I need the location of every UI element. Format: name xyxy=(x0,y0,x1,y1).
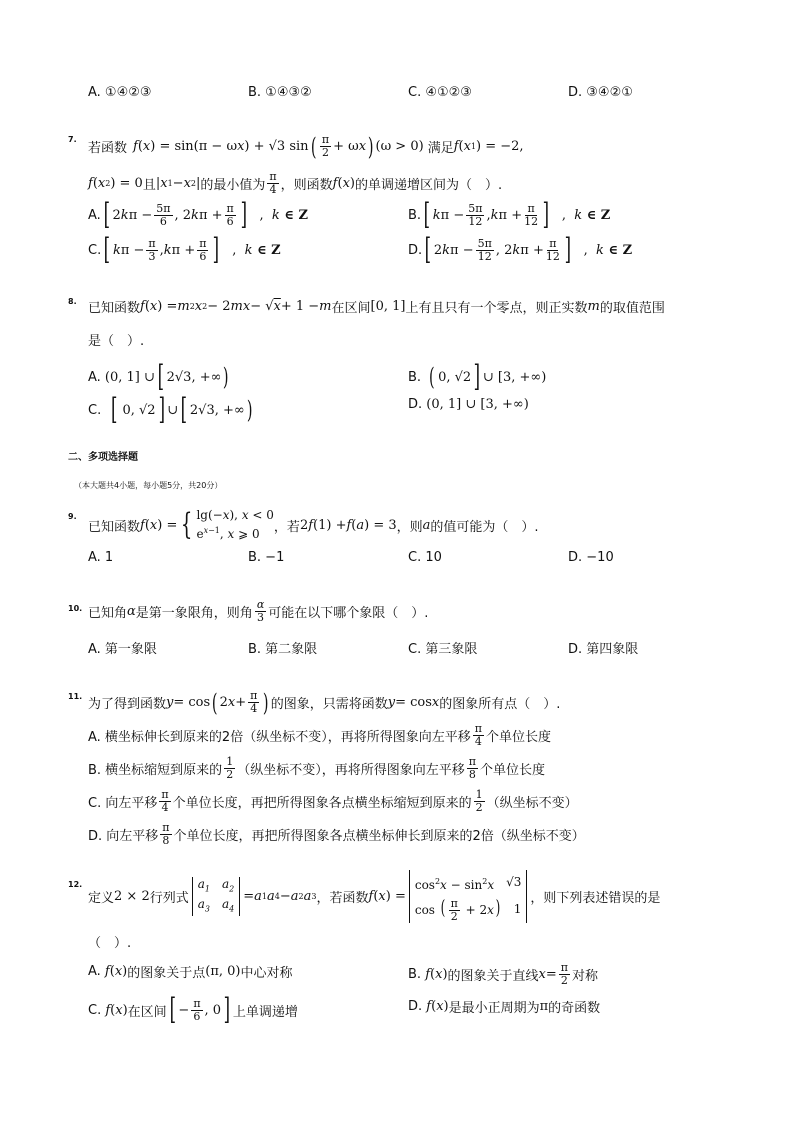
q9-number: 9. xyxy=(68,512,77,521)
q7-text: 的单调递增区间为（ ）. xyxy=(354,178,503,193)
option-label: A. xyxy=(88,369,101,385)
q8-stem-line2: 是（ ）. xyxy=(88,334,145,349)
option-text: B. 横坐标缩短到原来的 xyxy=(88,763,223,778)
option-text: 个单位长度，再把所得图象各点横坐标缩短到原来的 xyxy=(172,796,472,811)
q10-option-d: D. 第四象限 xyxy=(568,642,639,657)
option-text: 在区间 xyxy=(127,1004,167,1020)
option-text: （纵坐标不变），再将所得图象向左平移 xyxy=(237,763,465,778)
option-text: A. 横坐标伸长到原来的2倍（纵坐标不变），再将所得图象向左平移 xyxy=(88,730,471,745)
q10-text: 可能在以下哪个象限（ ）. xyxy=(268,606,429,621)
option-text: 个单位长度，再把所得图象各点横坐标伸长到原来的2倍（纵坐标不变） xyxy=(173,829,585,844)
q12-text: ，若函数 xyxy=(316,891,369,906)
q11-text: 的图象所有点（ ）. xyxy=(439,697,561,712)
option-label: D. xyxy=(408,999,423,1014)
q11-text: 为了得到函数 xyxy=(88,697,167,712)
q10-stem: 已知角 α 是第一象限角，则角 $\frac{\alpha}{3}$ 可能在以下哪个象限（ ）. xyxy=(88,598,429,624)
option-text: 中心对称 xyxy=(240,966,293,981)
option-text: D. 向左平移 xyxy=(88,829,159,844)
q6-option-d: D. ③④②① xyxy=(568,85,633,100)
q10-option-a: A. 第一象限 xyxy=(88,642,157,657)
q10-text: 是第一象限角，则角 xyxy=(135,606,253,621)
option-text: 对称 xyxy=(572,969,599,984)
q9-text: 的值可能为（ ）. xyxy=(430,519,539,535)
option-text: 的奇函数 xyxy=(548,1001,601,1016)
q12-text: 行列式 xyxy=(149,891,189,906)
option-label: A. xyxy=(88,964,101,979)
q11-option-a: A. 横坐标伸长到原来的2倍（纵坐标不变），再将所得图象向左平移 $\frac{\pi}{4}$ 个单位长度 xyxy=(88,722,551,748)
q7-text: 且 xyxy=(142,178,156,193)
q8-text: 的取值范围 xyxy=(599,301,665,316)
q7-text: 满足 xyxy=(427,141,454,156)
option-text: 是最小正周期为 xyxy=(448,1001,540,1016)
q11-number: 11. xyxy=(68,692,83,701)
q7-option-c: C. [ k π − $\frac{\pi}{3}$ , k π + $\frac{\pi}{6}$ ] , k ∈ Z xyxy=(88,232,281,267)
option-label: D. xyxy=(408,397,423,412)
q6-option-a: A. ①④②③ xyxy=(88,85,152,100)
q12-number: 12. xyxy=(68,880,83,889)
option-label: B. xyxy=(408,967,422,982)
option-text: C. 向左平移 xyxy=(88,796,158,811)
q8-option-c: C. [ 0, √2 ] ∪ [ 2√3, +∞ ) xyxy=(88,392,253,427)
q10-option-c: C. 第三象限 xyxy=(408,642,478,657)
q9-text: ，则 xyxy=(396,519,423,535)
option-label: C. xyxy=(88,1002,102,1018)
q9-text: 已知函数 xyxy=(88,519,141,535)
q8-option-a: A. (0, 1] ∪ [ 2√3, +∞ ) xyxy=(88,359,229,394)
option-text: （纵坐标不变） xyxy=(486,796,578,811)
q9-option-c: C. 10 xyxy=(408,550,442,565)
q7-text: ，则函数 xyxy=(280,178,333,193)
q7-option-b: B. [ k π − $\frac{5\pi}{12}$ , k π + $\frac{\pi}{12}$ ] , k ∈ Z xyxy=(408,197,611,232)
q7-number: 7. xyxy=(68,135,77,144)
q10-option-b: B. 第二象限 xyxy=(248,642,318,657)
q12-stem-line2: （ ）. xyxy=(88,936,132,951)
q6-option-c: C. ④①②③ xyxy=(408,85,472,100)
q9-option-d: D. −10 xyxy=(568,550,614,565)
q12-option-b: B. f ( x ) 的图象关于直线 x = $\frac{\pi}{2}$ 对称 xyxy=(408,961,599,987)
q11-option-c: C. 向左平移 $\frac{\pi}{4}$ 个单位长度，再把所得图象各点横坐标缩短到原来的 $\frac{1}{2}$ （纵坐标不变） xyxy=(88,788,578,814)
option-label: B. xyxy=(408,207,422,223)
q8-number: 8. xyxy=(68,297,77,306)
q7-option-d: D. [ 2 k π − $\frac{5\pi}{12}$ , 2 k π + $\frac{\pi}{12}$ ] , k ∈ Z xyxy=(408,232,633,267)
q8-option-d: D. (0, 1] ∪ [3, +∞) xyxy=(408,397,529,412)
q8-text: 已知函数 xyxy=(88,301,141,316)
q9-text: ，若 xyxy=(273,519,300,535)
q12-option-a: A. f ( x ) 的图象关于点 (π, 0) 中心对称 xyxy=(88,964,293,981)
option-text: 个单位长度 xyxy=(485,730,551,745)
q8-text: 上有且只有一个零点，则正实数 xyxy=(405,301,588,316)
q7-text: 的最小值为 xyxy=(200,178,266,193)
q11-stem: 为了得到函数 y = cos ( 2 x + $\frac{\pi}{4}$ ) 的图象，只需将函数 y = cos x 的图象所有点（ ）. xyxy=(88,688,561,717)
q8-text: 在区间 xyxy=(331,301,371,316)
section-note: （本大题共4小题，每小题5分，共20分） xyxy=(74,481,223,490)
q12-stem-line1: 定义 2 × 2 行列式 $a_1$ $a_2$ $a_3$ $a_4$ = a 1 a 4 − a 2 a 3 ，若函数 f ( x ) = $\cos^2x - \sin^2x$ √3 cos ( $\frac{\pi}{2}$ + 2x) 1 ，则下列表述错误的是 xyxy=(88,870,660,923)
q11-option-b: B. 横坐标缩短到原来的 $\frac{1}{2}$ （纵坐标不变），再将所得图象向左平移 $\frac{\pi}{8}$ 个单位长度 xyxy=(88,755,545,781)
option-text: 的图象关于直线 xyxy=(447,969,539,984)
option-text: 上单调递增 xyxy=(232,1004,298,1020)
q8-stem-line1: 已知函数 f ( x ) = m 2 x 2 − 2 mx − √ x + 1 − m 在区间 [0, 1] 上有且只有一个零点，则正实数 m 的取值范围 xyxy=(88,299,665,316)
q12-text: ，则下列表述错误的是 xyxy=(530,891,661,906)
q9-option-b: B. −1 xyxy=(248,550,285,565)
q12-option-c: C. f ( x ) 在区间 [ − $\frac{\pi}{6}$ , 0 ] 上单调递增 xyxy=(88,992,298,1027)
q10-text: 已知角 xyxy=(88,606,128,621)
q9-option-a: A. 1 xyxy=(88,550,114,565)
q7-text: 若函数 xyxy=(88,141,128,156)
q10-number: 10. xyxy=(68,604,83,613)
q11-option-d: D. 向左平移 $\frac{\pi}{8}$ 个单位长度，再把所得图象各点横坐标伸长到原来的2倍（纵坐标不变） xyxy=(88,821,585,847)
option-label: C. xyxy=(88,402,102,418)
q7-option-a: A. [ 2 k π − $\frac{5\pi}{6}$ , 2 k π + $\frac{\pi}{6}$ ] , k ∈ Z xyxy=(88,197,308,232)
option-label: B. xyxy=(408,369,422,385)
option-label: D. xyxy=(408,242,423,258)
q7-stem-line1: 若函数 f ( x ) = sin(π − ω x ) + √3 sin ( $\frac{\pi}{2}$ + ω x ) (ω > 0) 满足 f ( x 1 ) = −2, xyxy=(88,132,524,161)
q9-stem: 已知函数 f ( x ) = { lg(−x), x < 0 $e^{x-1}$, x ⩾ 0 ，若 2 f (1) + f ( a ) = 3 ，则 a 的值可能为（ ）. xyxy=(88,507,539,542)
q11-text: 的图象，只需将函数 xyxy=(270,697,388,712)
section-title: 二、多项选择题 xyxy=(68,452,138,463)
option-text: 的图象关于点 xyxy=(127,966,206,981)
q8-option-b: B. ( 0, √2 ] ∪ [3, +∞) xyxy=(408,359,547,394)
q6-option-b: B. ①④③② xyxy=(248,85,312,100)
q12-text: 定义 xyxy=(88,891,115,906)
option-text: 个单位长度 xyxy=(479,763,545,778)
q7-stem-line2: f ( x 2 ) = 0 且 | x 1 − x 2 | 的最小值为 $\frac{\pi}{4}$ ，则函数 f ( x ) 的单调递增区间为（ ）. xyxy=(88,170,503,196)
option-label: C. xyxy=(88,242,102,258)
q12-option-d: D. f ( x ) 是最小正周期为 π 的奇函数 xyxy=(408,999,601,1016)
option-label: A. xyxy=(88,207,101,223)
